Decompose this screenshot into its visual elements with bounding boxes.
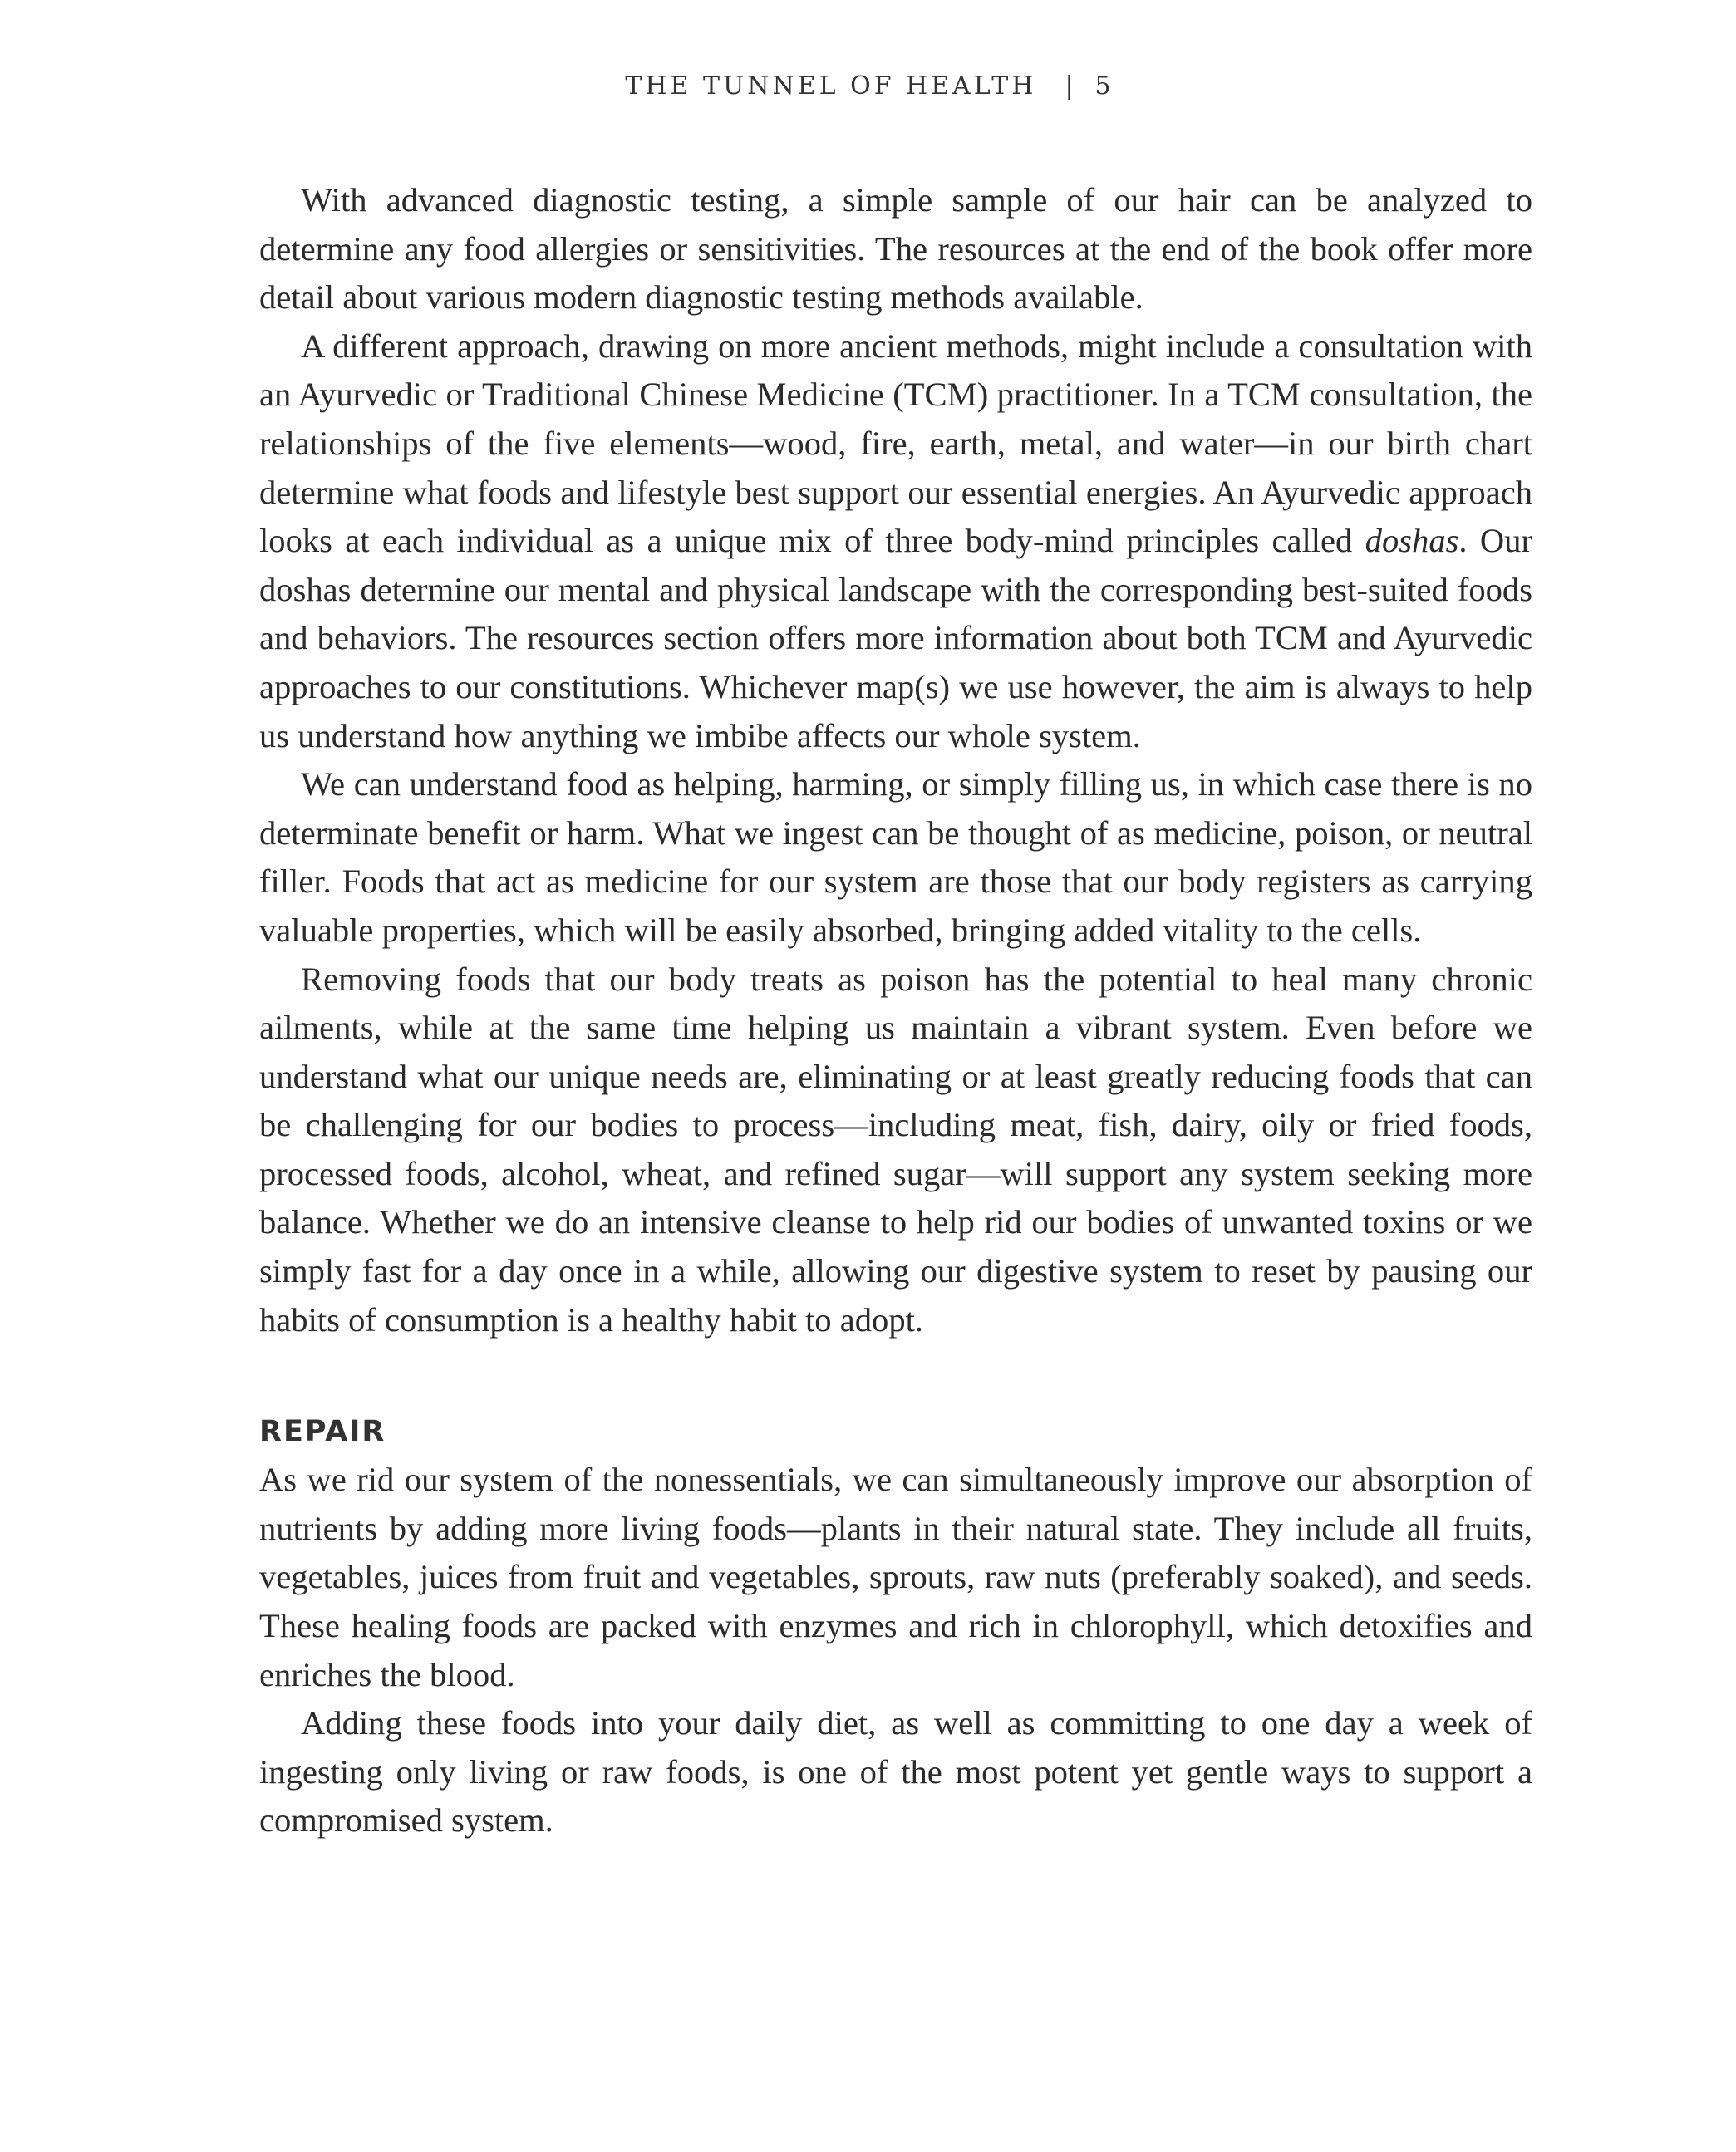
page-number: 5 [1094,71,1111,101]
paragraph-living-foods: As we rid our system of the nonessentials, we can simultaneously improve our absorption of nutrients by adding more living foods—plants in their natural state. They include all fruits, vegetables, juices from fruit and vegetables, sprouts, raw nuts (preferably soaked), and seeds. These healing foods are packed with enzymes and rich in chlorophyll, which detoxifies and enriches the blood. [259,1461,1532,1693]
section-heading-repair: REPAIR [259,1415,386,1449]
body-text [259,176,1532,1845]
paragraph-daily-diet: Adding these foods into your daily diet, as well as committing to one day a week of ingesting only living or raw foods, is one of the most potent yet gentle ways to support a compromised system. [259,1704,1532,1840]
running-title: THE TUNNEL OF HEALTH [625,71,1037,101]
header-separator: | [1065,71,1074,101]
paragraph-diagnostic-testing: With advanced diagnostic testing, a simple sample of our hair can be analyzed to determine any food allergies or sensitivities. The resources at the end of the book offer more detail about various modern diagnostic testing methods available. [259,181,1532,317]
italic-term-doshas: doshas [1365,522,1459,560]
paragraph-ancient-methods-part1: A different approach, drawing on more ancient methods, might include a consultation with an Ayurvedic or Traditional Chinese Medicine (TCM) practitioner. In a TCM consultation, the relationships of the five elements—wood, fire, earth, metal, and water—in our birth chart determine what foods and lifestyle best support our essential energies. An Ayurvedic approach looks at each individual as a unique mix of three body-mind principles called [259,327,1532,560]
running-header [0,71,1736,101]
paragraph-ancient-methods [259,322,1532,760]
paragraph-ancient-methods-part2: . Our doshas determine our mental and physical landscape with the corresponding best-suited foods and behaviors. The resources section offers more information about both TCM and Ayurvedic approaches to our constitutions. Whichever map(s) we use however, the aim is always to help us understand how anything we imbibe affects our whole system. [259,522,1532,754]
paragraph-food-categories: We can understand food as helping, harming, or simply filling us, in which case there is no determinate benefit or harm. What we ingest can be thought of as medicine, poison, or neutral filler. Foods that act as medicine for our system are those that our body registers as carrying valuable properties, which will be easily absorbed, bringing added vitality to the cells. [259,765,1532,949]
paragraph-removing-foods: Removing foods that our body treats as poison has the potential to heal many chronic ailments, while at the same time helping us maintain a vibrant system. Even before we understand what our unique needs are, eliminating or at least greatly reducing foods that can be challenging for our bodies to process—including meat, fish, dairy, oily or fried foods, processed foods, alcohol, wheat, and refined sugar—will support any system seeking more balance. Whether we do an intensive cleanse to help rid our bodies of unwanted toxins or we simply fast for a day once in a while, allowing our digestive system to reset by pausing our habits of consumption is a healthy habit to adopt. [259,960,1532,1339]
